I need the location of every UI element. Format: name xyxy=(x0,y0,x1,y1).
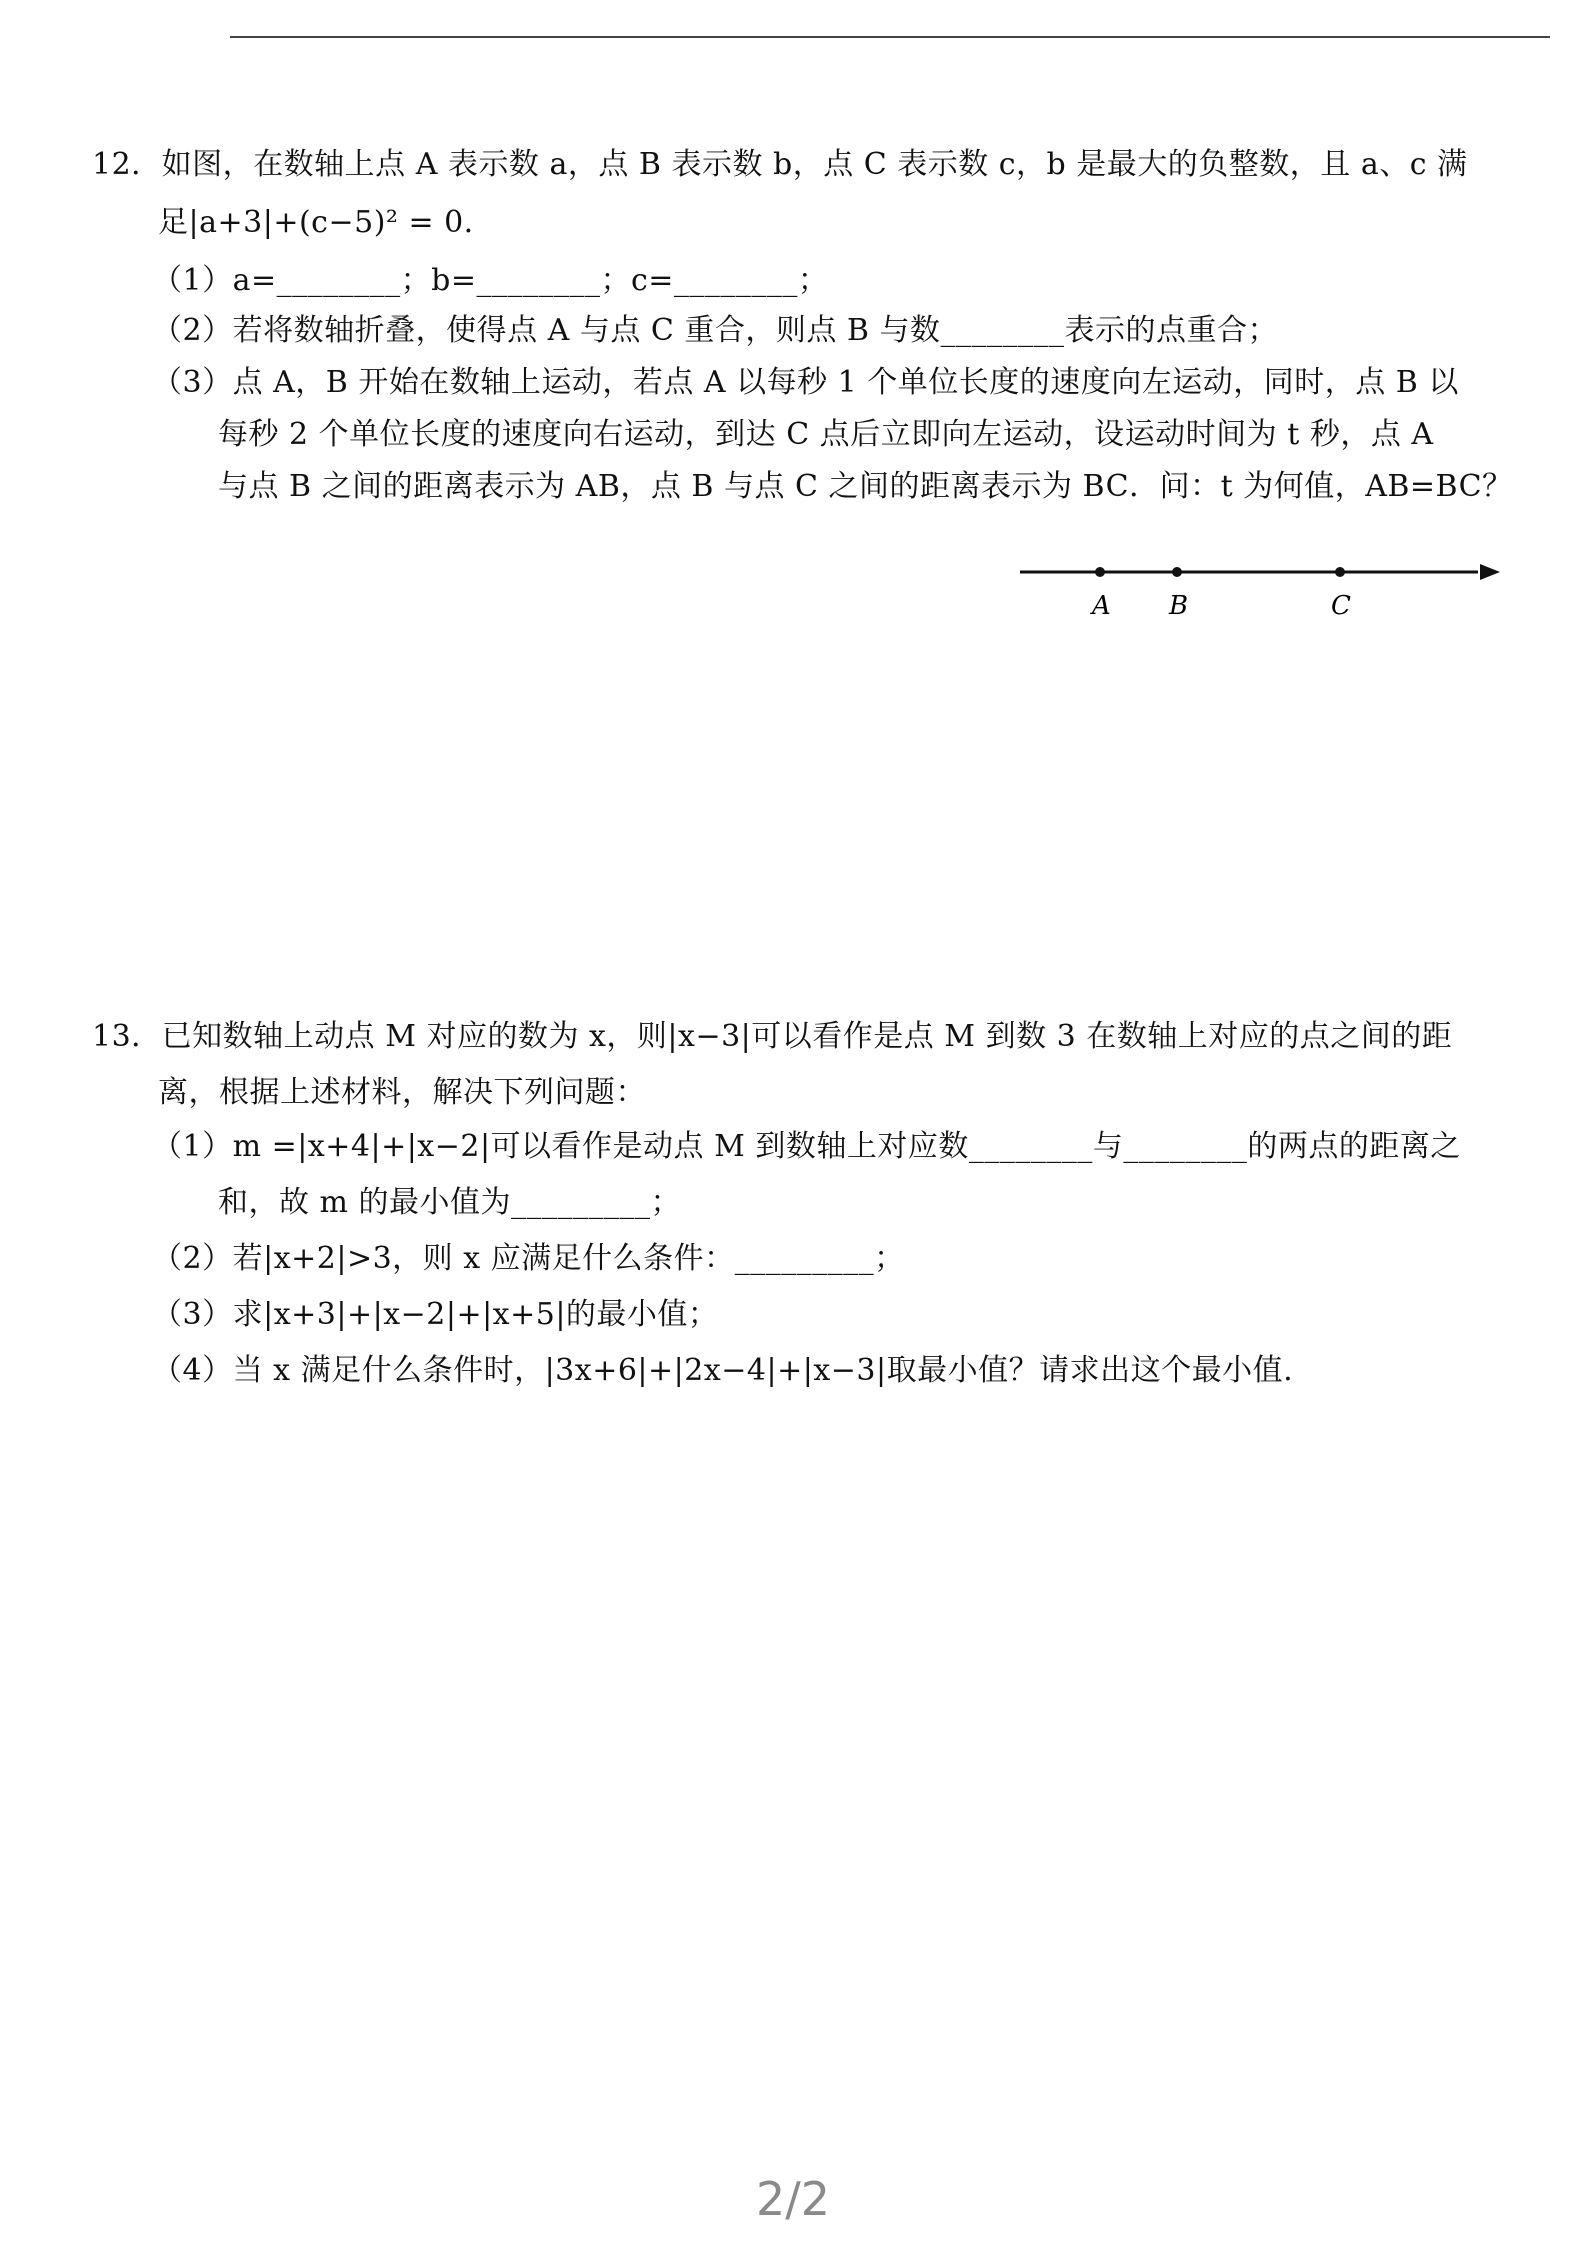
q13-part-1-line-1: （1）m =|x+4|+|x−2|可以看作是动点 M 到数轴上对应数________与________的两点的距离之 xyxy=(152,1129,1461,1164)
q12-part-2: （2）若将数轴折叠，使得点 A 与点 C 重合，则点 B 与数________表示的点重合； xyxy=(152,313,1278,348)
q12-part-3-line-1: （3）点 A，B 开始在数轴上运动，若点 A 以每秒 1 个单位长度的速度向左运动，同时，点 B 以 xyxy=(152,365,1459,400)
point-a-label: A xyxy=(1092,591,1111,621)
q13-part-4: （4）当 x 满足什么条件时，|3x+6|+|2x−4|+|x−3|取最小值？请求出这个最小值. xyxy=(152,1353,1294,1388)
number-line-arrowhead xyxy=(1480,564,1500,580)
q13-part-3: （3）求|x+3|+|x−2|+|x+5|的最小值； xyxy=(152,1297,719,1332)
top-rule xyxy=(230,36,1550,38)
page-indicator: 2/2 xyxy=(755,2172,831,2226)
point-b-label: B xyxy=(1169,591,1189,621)
q12-part-3-line-3: 与点 B 之间的距离表示为 AB，点 B 与点 C 之间的距离表示为 BC．问：t 为何值，AB=BC？ xyxy=(218,469,1513,504)
q13-part-2: （2）若|x+2|>3，则 x 应满足什么条件：_________； xyxy=(152,1241,905,1276)
q13-line-2: 离，根据上述材料，解决下列问题： xyxy=(158,1075,646,1110)
q12-line-2: 足|a+3|+(c−5)² = 0． xyxy=(158,205,495,240)
q13-line-1: 13．已知数轴上动点 M 对应的数为 x，则|x−3|可以看作是点 M 到数 3 在数轴上对应的点之间的距 xyxy=(92,1019,1453,1054)
q12-part-3-line-2: 每秒 2 个单位长度的速度向右运动，到达 C 点后立即向左运动，设运动时间为 t 秒，点 A xyxy=(218,417,1434,452)
q12-part-1: （1）a=________；b=________；c=________； xyxy=(152,263,829,298)
point-b-dot xyxy=(1172,567,1182,577)
point-c-dot xyxy=(1335,567,1345,577)
point-a-dot xyxy=(1095,567,1105,577)
q12-line-1: 12．如图，在数轴上点 A 表示数 a，点 B 表示数 b，点 C 表示数 c，b 是最大的负整数，且 a、c 满 xyxy=(92,147,1468,182)
q13-part-1-line-2: 和，故 m 的最小值为_________； xyxy=(218,1185,682,1220)
number-line-figure xyxy=(1010,550,1510,630)
point-c-label: C xyxy=(1331,591,1351,621)
